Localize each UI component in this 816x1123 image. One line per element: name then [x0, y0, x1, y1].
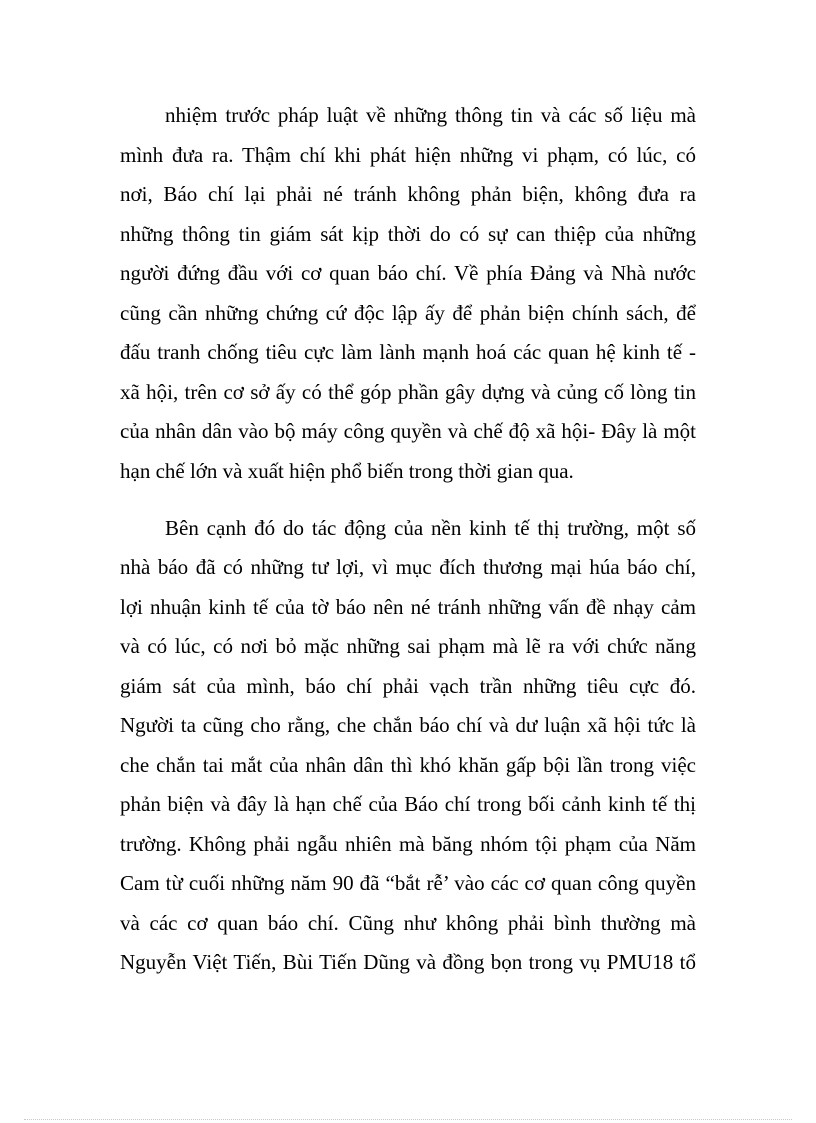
paragraph-2-line-3: lợi nhuận kinh tế của tờ báo nên né tránh những vấn đề nhạy cảm [120, 595, 696, 619]
paragraph-2-line-1: Bên cạnh đó do tác động của nền kinh tế thị trường, một số [165, 516, 696, 540]
paragraph-2-line-5: giám sát của mình, báo chí phải vạch trần những tiêu cực đó. [120, 674, 696, 698]
paragraph-2-line-2: nhà báo đã có những tư lợi, vì mục đích thương mại húa báo chí, [120, 555, 696, 579]
paragraph-1-line-2: mình đưa ra. Thậm chí khi phát hiện những vi phạm, có lúc, có [120, 143, 696, 167]
page-bottom-divider [24, 1119, 792, 1120]
paragraph-2-line-6: Người ta cũng cho rằng, che chắn báo chí và dư luận xã hội tức là [120, 713, 696, 737]
paragraph-2-line-11: và các cơ quan báo chí. Cũng như không phải bình thường mà [120, 911, 696, 935]
paragraph-1-line-3: nơi, Báo chí lại phải né tránh không phản biện, không đưa ra [120, 182, 696, 206]
paragraph-2-line-10: Cam từ cuối những năm 90 đã “bắt rễ’ vào các cơ quan công quyền [120, 871, 696, 895]
paragraph-1-line-7: đấu tranh chống tiêu cực làm lành mạnh hoá các quan hệ kinh tế - [120, 340, 696, 364]
paragraph-1-line-10: hạn chế lớn và xuất hiện phổ biến trong thời gian qua. [120, 459, 574, 483]
paragraph-1-line-8: xã hội, trên cơ sở ấy có thể góp phần gây dựng và củng cố lòng tin [120, 380, 696, 404]
paragraph-2-line-7: che chắn tai mắt của nhân dân thì khó khăn gấp bội lần trong việc [120, 753, 696, 777]
paragraph-1-line-9: của nhân dân vào bộ máy công quyền và chế độ xã hội- Đây là một [120, 419, 696, 443]
paragraph-2-line-12: Nguyễn Việt Tiến, Bùi Tiến Dũng và đồng bọn trong vụ PMU18 tổ [120, 950, 696, 974]
paragraph-2-line-4: và có lúc, có nơi bỏ mặc những sai phạm mà lẽ ra với chức năng [120, 634, 696, 658]
paragraph-2-line-8: phản biện và đây là hạn chế của Báo chí trong bối cảnh kinh tế thị [120, 792, 696, 816]
paragraph-1-line-4: những thông tin giám sát kịp thời do có sự can thiệp của những [120, 222, 696, 246]
paragraph-1-line-1: nhiệm trước pháp luật về những thông tin và các số liệu mà [165, 103, 696, 127]
paragraph-2-line-9: trường. Không phải ngẫu nhiên mà băng nhóm tội phạm của Năm [120, 832, 696, 856]
paragraph-1-line-5: người đứng đầu với cơ quan báo chí. Về phía Đảng và Nhà nước [120, 261, 696, 285]
paragraph-1-line-6: cũng cần những chứng cứ độc lập ấy để phản biện chính sách, để [120, 301, 696, 325]
